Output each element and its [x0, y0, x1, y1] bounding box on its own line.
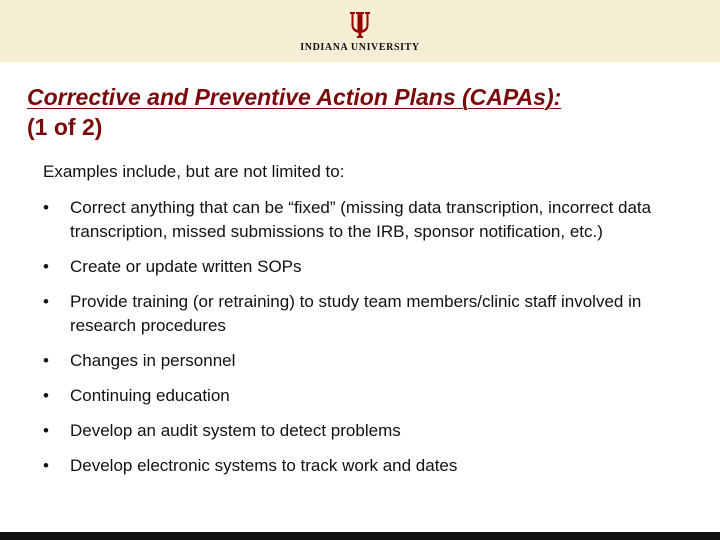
title-line-1: Corrective and Preventive Action Plans (CAPAs): [27, 84, 562, 110]
list-item [43, 384, 693, 408]
list-item [43, 255, 693, 279]
bullet-dot: • [43, 421, 49, 440]
title-line-2: (1 of 2) [27, 114, 103, 140]
list-item [43, 196, 693, 244]
university-wordmark: INDIANA UNIVERSITY [300, 42, 420, 53]
list-item-text: Develop electronic systems to track work and dates [70, 456, 458, 475]
list-item-text: Changes in personnel [70, 351, 236, 370]
bullet-dot: • [43, 292, 49, 311]
bottom-bar [0, 532, 720, 540]
list-item-text: Continuing education [70, 386, 230, 405]
list-item [43, 454, 693, 478]
header-band [0, 0, 720, 62]
slide-title [27, 82, 707, 142]
bullet-dot: • [43, 386, 49, 405]
list-item-text: Develop an audit system to detect problems [70, 421, 401, 440]
list-item-text: Provide training (or retraining) to study team members/clinic staff involved in research procedures [70, 292, 642, 335]
examples-list [43, 196, 693, 489]
intro-text: Examples include, but are not limited to: [43, 162, 345, 181]
bullet-dot: • [43, 351, 49, 370]
list-item [43, 419, 693, 443]
bullet-dot: • [43, 198, 49, 217]
list-item [43, 290, 693, 338]
bullet-dot: • [43, 257, 49, 276]
iu-trident-icon [347, 10, 373, 40]
bullet-dot: • [43, 456, 49, 475]
list-item-text: Create or update written SOPs [70, 257, 302, 276]
list-item [43, 349, 693, 373]
list-item-text: Correct anything that can be “fixed” (missing data transcription, incorrect data transcription, missed submissions to the IRB, sponsor notification, etc.) [70, 198, 652, 241]
